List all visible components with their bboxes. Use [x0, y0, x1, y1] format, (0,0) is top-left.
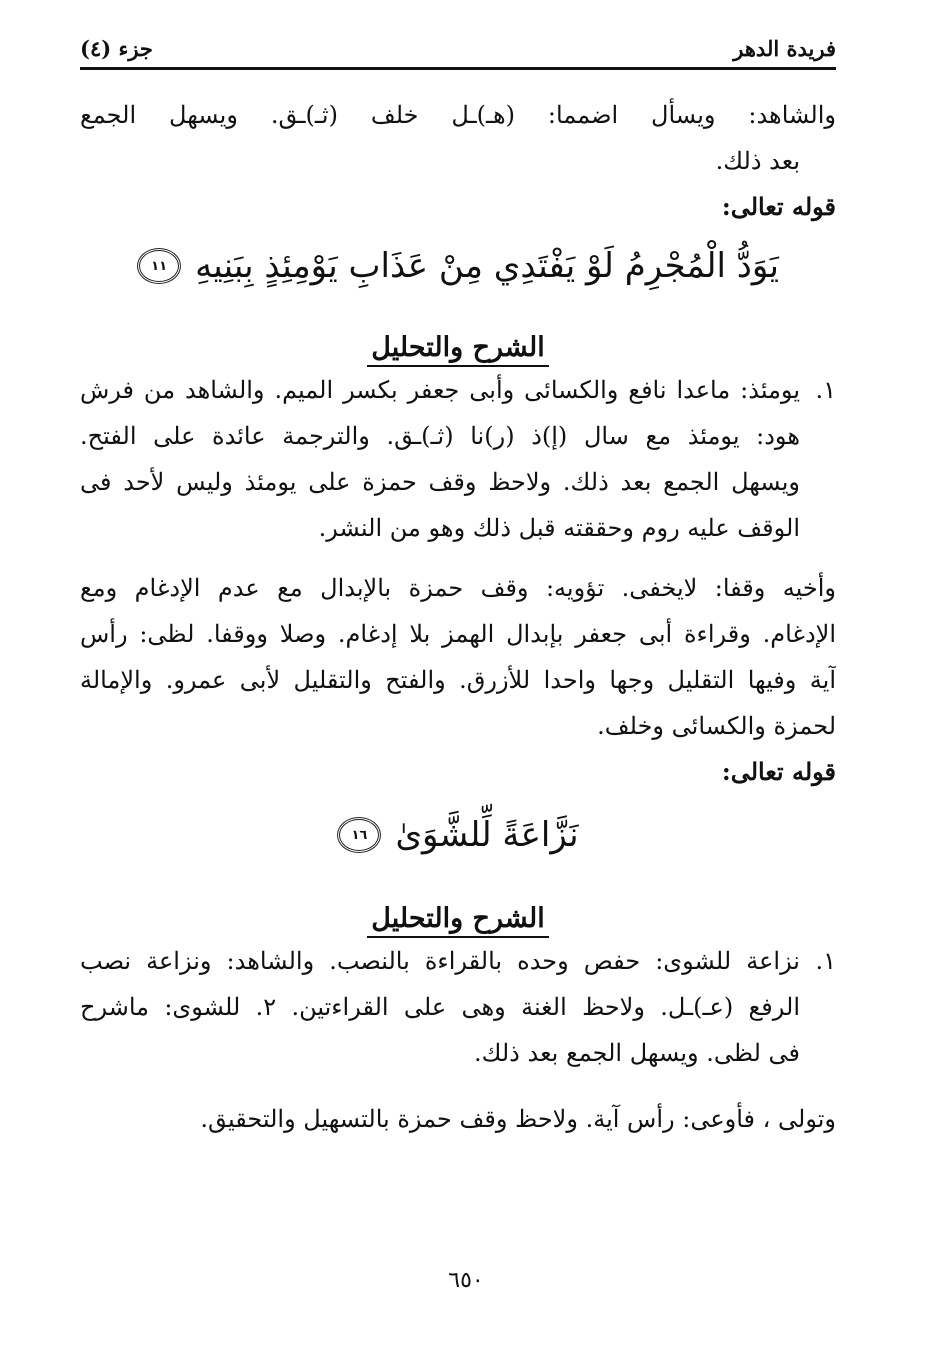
text-line: ١.يومئذ: ماعدا نافع والكسائى وأبى جعفر بكسر الميم. والشاهد من فرش [80, 367, 836, 413]
text-line: بعد ذلك. [715, 147, 800, 175]
explanation-paragraph [80, 565, 836, 749]
text-line: وأخيه وقفا: لايخفى. تؤويه: وقف حمزة بالإبدال مع عدم الإدغام ومع [80, 574, 836, 602]
text-line: الرفع (عـ)ـل. ولاحظ الغنة وهى على القراءتين. ٢. للشوى: ماشرح [80, 993, 800, 1021]
text-line: لحمزة والكسائى وخلف. [597, 712, 836, 740]
header-rule [80, 67, 836, 70]
text-line: والشاهد: ويسأل اضمما: (هـ)ـل خلف (ثـ)ـق. ويسهل الجمع [80, 101, 836, 129]
verse-intro-label: قوله تعالى: [721, 757, 836, 786]
quran-verse [80, 240, 836, 292]
text-line: وتولى ، فأوعى: رأس آية. ولاحظ وقف حمزة بالتسهيل والتحقيق. [200, 1105, 836, 1133]
text-line: ١.نزاعة للشوى: حفص وحده بالقراءة بالنصب. والشاهد: ونزاعة نصب [80, 938, 836, 984]
page-content [80, 92, 836, 1142]
book-title: فريدة الدهر [733, 35, 836, 61]
text-line: آية وفيها التقليل وجها واحدا للأزرق. والفتح والتقليل لأبى عمرو. والإمالة [80, 666, 836, 694]
item-number: ١. [815, 376, 836, 404]
part-number: جزء (٤) [80, 35, 153, 61]
section-heading: الشرح والتحليل [80, 903, 836, 934]
explanation-paragraph [80, 938, 836, 1076]
page-header [80, 30, 836, 66]
verse-intro-label: قوله تعالى: [721, 192, 836, 221]
intro-paragraph [80, 92, 836, 184]
closing-paragraph [80, 1096, 836, 1142]
ayah-number-marker: ١١ [137, 248, 181, 284]
verse-text: نَزَّاعَةً لِّلشَّوَىٰ [395, 815, 579, 855]
item-number: ١. [815, 947, 836, 975]
ayah-number-marker: ١٦ [337, 817, 381, 853]
text-line: هود: يومئذ مع سال (إ)ذ (ر)نا (ثـ)ـق. والترجمة عائدة على الفتح. [80, 422, 800, 450]
text-line: الإدغام. وقراءة أبى جعفر بإبدال الهمز بلا إدغام. وصلا ووقفا. لظى: رأس [80, 620, 836, 648]
verse-text: يَوَدُّ الْمُجْرِمُ لَوْ يَفْتَدِي مِنْ عَذَابِ يَوْمِئِذٍ بِبَنِيهِ [195, 246, 779, 286]
text-line: فى لظى. ويسهل الجمع بعد ذلك. [473, 1039, 800, 1067]
quran-verse [80, 809, 836, 861]
text-line: ويسهل الجمع بعد ذلك. ولاحظ وقف حمزة على يومئذ وليس لأحد فى [80, 468, 800, 496]
section-heading: الشرح والتحليل [80, 332, 836, 363]
text-line: الوقف عليه روم وحققته قبل ذلك وهو من النشر. [318, 514, 800, 542]
explanation-paragraph [80, 367, 836, 551]
page-number: ٦٥٠ [448, 1268, 484, 1293]
